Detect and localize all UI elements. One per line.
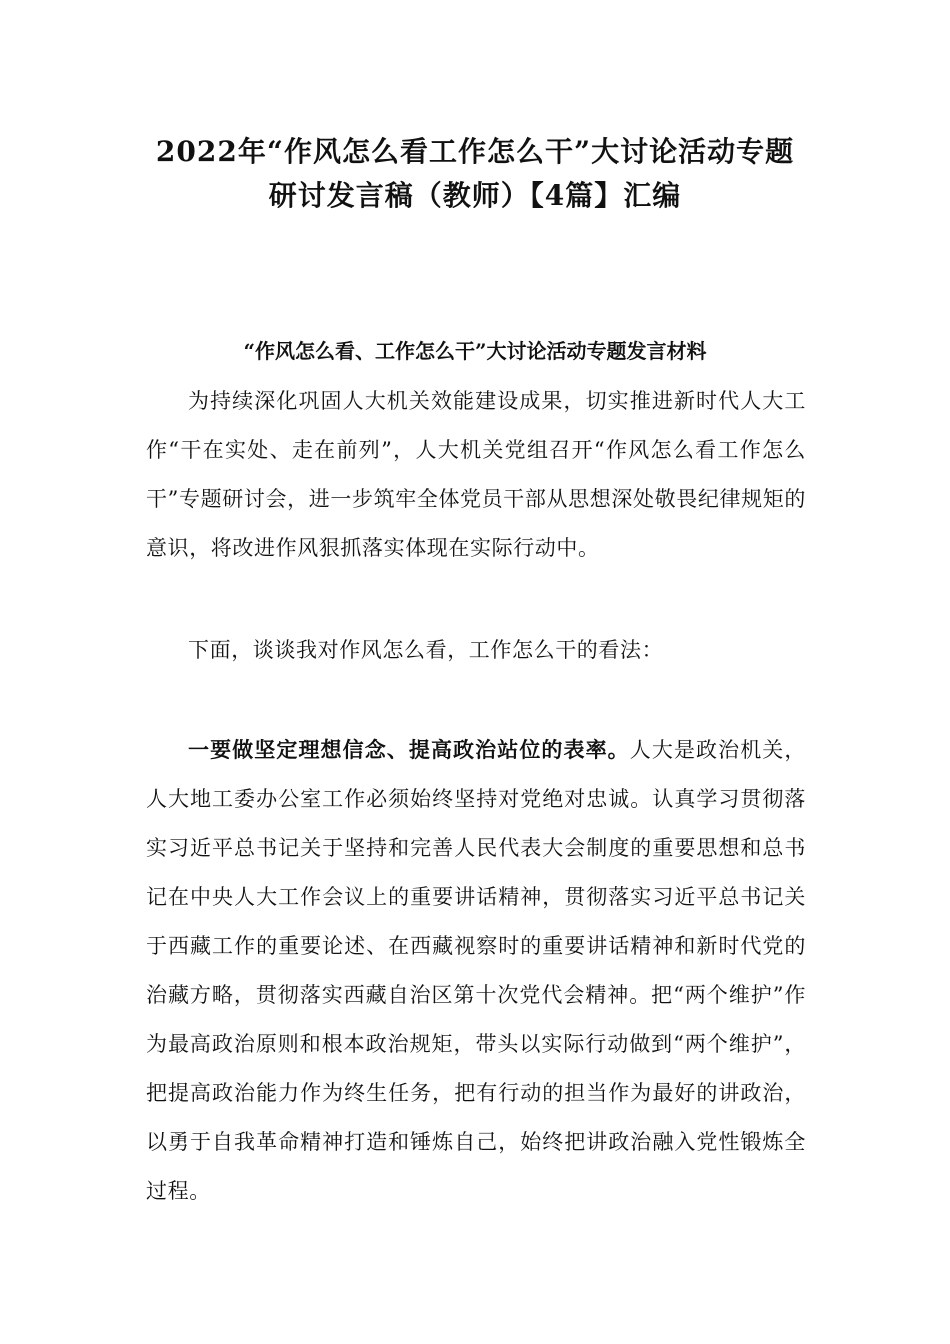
- document-title-line-1: 2022年“作风怎么看工作怎么干”大讨论活动专题: [155, 135, 795, 168]
- paragraph-transition: 下面，谈谈我对作风怎么看，工作怎么干的看法：: [188, 638, 664, 662]
- paragraph-point-one-lead: 一要做坚定理想信念、提高政治站位的表率。: [188, 737, 630, 762]
- paragraph-point-one: [146, 725, 806, 1216]
- paragraph-point-one-body: 人大是政治机关，人大地工委办公室工作必须始终坚持对党绝对忠诚。认真学习贯彻落实习近平总书记关于坚持和完善人民代表大会制度的重要思想和总书记在中央人大工作会议上的重要讲话精神，贯彻落实习近平总书记关于西藏工作的重要论述、在西藏视察时的重要讲话精神和新时代党的治藏方略，贯彻落实西藏自治区第十次党代会精神。把“两个维护”作为最高政治原则和根本政治规矩，带头以实际行动做到“两个维护”，把提高政治能力作为终生任务，把有行动的担当作为最好的讲政治，以勇于自我革命精神打造和锤炼自己，始终把讲政治融入党性锻炼全过程。: [146, 738, 806, 1203]
- document-title-line-2: 研讨发言稿（教师）【4篇】汇编: [268, 179, 682, 212]
- paragraph-intro: 为持续深化巩固人大机关效能建设成果，切实推进新时代人大工作“干在实处、走在前列”，人大机关党组召开“作风怎么看工作怎么干”专题研讨会，进一步筑牢全体党员干部从思想深处敬畏纪律规矩的意识，将改进作风狠抓落实体现在实际行动中。: [146, 389, 806, 560]
- section-heading: “作风怎么看、工作怎么干”大讨论活动专题发言材料: [243, 339, 707, 363]
